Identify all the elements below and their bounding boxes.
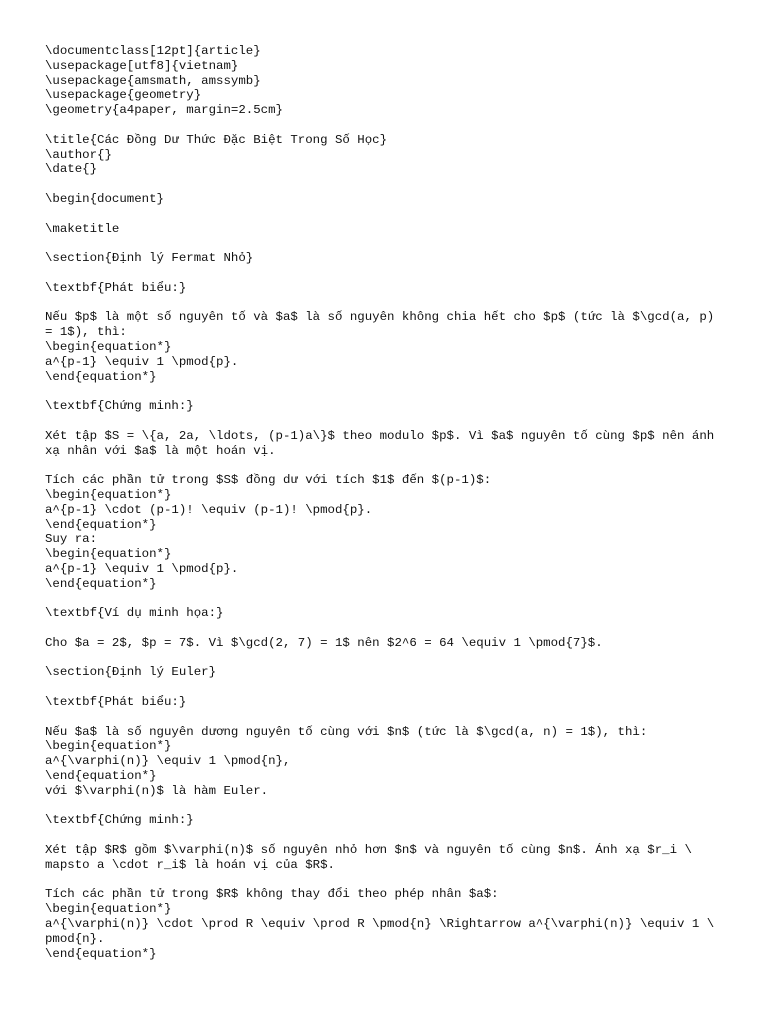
source-line: Xét tập $R$ gồm $\varphi(n)$ số nguyên nhỏ hơn $n$ và nguyên tố cùng $n$. Ánh xạ $r_i \ [45,843,692,858]
source-line: pmod{n}. [45,931,105,946]
source-line: \end{equation*} [45,946,157,961]
blank-line [45,177,735,192]
blank-line [45,799,735,814]
source-line: \begin{document} [45,191,164,206]
source-line: \section{Định lý Euler} [45,665,217,680]
source-line: \end{equation*} [45,576,157,591]
blank-line [45,266,735,281]
source-line: a^{p-1} \cdot (p-1)! \equiv (p-1)! \pmod{p}. [45,502,373,517]
source-line: \usepackage{geometry} [45,88,202,103]
blank-line [45,651,735,666]
source-line: \maketitle [45,221,120,236]
blank-line [45,384,735,399]
source-line: \textbf{Phát biểu:} [45,280,187,295]
source-line: \documentclass[12pt]{article} [45,44,261,58]
source-line: xạ nhân với $a$ là một hoán vị. [45,443,276,458]
source-line: Tích các phần tử trong $S$ đồng dư với tích $1$ đến $(p-1)$: [45,473,492,488]
blank-line [45,207,735,222]
latex-source-document [45,44,735,961]
source-line: Nếu $a$ là số nguyên dương nguyên tố cùng với $n$ (tức là $\gcd(a, n) = 1$), thì: [45,724,648,739]
source-line: Nếu $p$ là một số nguyên tố và $a$ là số nguyên không chia hết cho $p$ (tức là $\gcd(a, p) [45,310,715,325]
blank-line [45,621,735,636]
blank-line [45,236,735,251]
source-line: \section{Định lý Fermat Nhỏ} [45,251,254,266]
source-line: \begin{equation*} [45,547,172,562]
blank-line [45,680,735,695]
source-line: \textbf{Chứng minh:} [45,813,194,828]
blank-line [45,828,735,843]
blank-line [45,414,735,429]
source-line: \begin{equation*} [45,339,172,354]
source-line: a^{\varphi(n)} \equiv 1 \pmod{n}, [45,754,291,769]
source-line: a^{p-1} \equiv 1 \pmod{p}. [45,561,239,576]
source-line: \end{equation*} [45,769,157,784]
blank-line [45,591,735,606]
source-line: \textbf{Phát biểu:} [45,695,187,710]
blank-line [45,118,735,133]
source-line: \begin{equation*} [45,902,172,917]
source-line: \geometry{a4paper, margin=2.5cm} [45,103,283,118]
source-line: Suy ra: [45,532,98,547]
source-line: \usepackage{amsmath, amssymb} [45,73,261,88]
blank-line [45,458,735,473]
source-line: = 1$), thì: [45,325,127,340]
source-line: \textbf{Chứng minh:} [45,399,194,414]
source-line: Cho $a = 2$, $p = 7$. Vì $\gcd(2, 7) = 1$ nên $2^6 = 64 \equiv 1 \pmod{7}$. [45,635,603,650]
blank-line [45,710,735,725]
source-line: \usepackage[utf8]{vietnam} [45,58,239,73]
source-line: \end{equation*} [45,517,157,532]
source-line: a^{p-1} \equiv 1 \pmod{p}. [45,354,239,369]
source-line: \author{} [45,147,112,162]
source-line: a^{\varphi(n)} \cdot \prod R \equiv \prod R \pmod{n} \Rightarrow a^{\varphi(n)} \equiv 1 \ [45,917,715,932]
source-line: \begin{equation*} [45,739,172,754]
source-line: với $\varphi(n)$ là hàm Euler. [45,783,269,798]
blank-line [45,296,735,311]
source-line: mapsto a \cdot r_i$ là hoán vị của $R$. [45,857,335,872]
source-line: \end{equation*} [45,369,157,384]
source-line: Xét tập $S = \{a, 2a, \ldots, (p-1)a\}$ theo modulo $p$. Vì $a$ nguyên tố cùng $p$ nên ánh [45,428,715,443]
source-line: \date{} [45,162,98,177]
blank-line [45,873,735,888]
source-line: \begin{equation*} [45,487,172,502]
source-line: \title{Các Đồng Dư Thức Đặc Biệt Trong Số Học} [45,132,388,147]
source-line: \textbf{Ví dụ minh họa:} [45,606,224,621]
source-line: Tích các phần tử trong $R$ không thay đổi theo phép nhân $a$: [45,887,499,902]
